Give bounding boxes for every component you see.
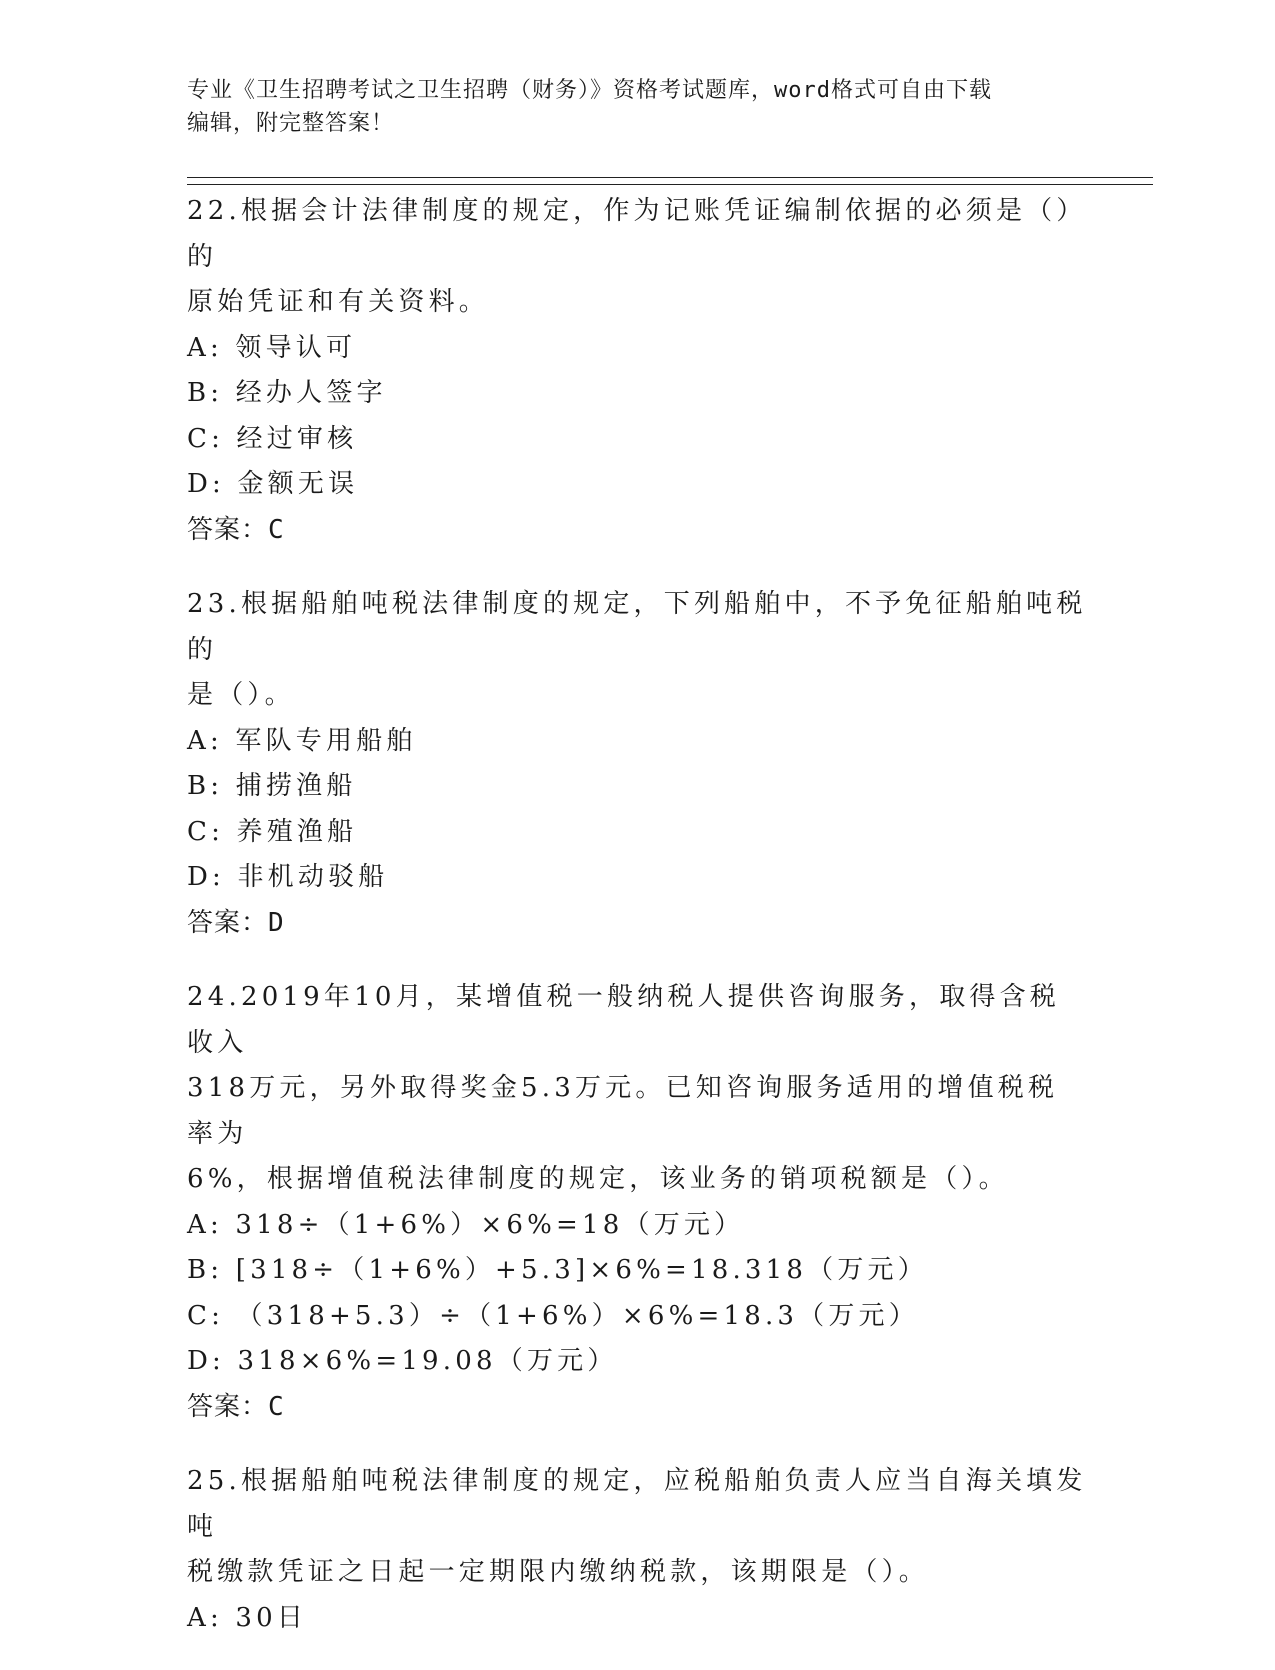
question-stem-line: 22.根据会计法律制度的规定，作为记账凭证编制依据的必须是（）的 [187,196,1087,272]
question-stem-line: 23.根据船舶吨税法律制度的规定，下列船舶中，不予免征船舶吨税的 [187,589,1087,665]
header-divider-bottom [187,184,1153,185]
answer-line: 答案：C [187,1391,285,1422]
option-a: A: 318÷（1+6%）×6%=18（万元） [187,1209,745,1240]
answer-line: 答案：D [187,907,285,938]
option-b: B: 捕捞渔船 [187,771,357,801]
question-list [187,189,1087,1670]
option-d: D: 金额无误 [187,469,359,499]
question-23 [187,582,1087,946]
option-d: D: 318×6%=19.08（万元） [187,1346,618,1376]
option-b: B: [318÷（1+6%）+5.3]×6%=18.318（万元） [187,1255,928,1285]
option-c: C: 养殖渔船 [187,816,358,847]
question-22 [187,189,1087,553]
question-stem-line: 318万元，另外取得奖金5.3万元。已知咨询服务适用的增值税税率为 [187,1073,1059,1149]
question-stem-line: 25.根据船舶吨税法律制度的规定，应税船舶负责人应当自海关填发吨 [187,1466,1087,1542]
option-d: D: 非机动驳船 [187,862,389,892]
question-stem-line: 6%，根据增值税法律制度的规定，该业务的销项税额是（）。 [187,1164,1009,1194]
document-header [187,74,1067,140]
question-stem-line: 是（）。 [187,680,295,710]
option-a: A: 领导认可 [187,332,357,363]
answer-line: 答案：C [187,514,285,545]
question-stem-line: 原始凭证和有关资料。 [187,287,490,317]
question-stem-line: 24.2019年10月，某增值税一般纳税人提供咨询服务，取得含税收入 [187,982,1061,1058]
option-a: A: 军队专用船舶 [187,725,417,756]
option-a: A: 30日 [187,1602,308,1633]
option-c: C: （318+5.3）÷（1+6%）×6%=18.3（万元） [187,1300,919,1331]
question-stem-line: 税缴款凭证之日起一定期限内缴纳税款，该期限是（）。 [187,1557,930,1587]
header-line-1: 专业《卫生招聘考试之卫生招聘（财务）》资格考试题库，word格式可自由下载 [187,78,992,103]
header-line-2: 编辑，附完整答案！ [187,111,395,136]
header-divider-top [187,177,1153,178]
question-24 [187,975,1087,1430]
option-c: C: 经过审核 [187,423,358,454]
option-b: B: 经办人签字 [187,378,387,408]
question-25 [187,1459,1087,1641]
